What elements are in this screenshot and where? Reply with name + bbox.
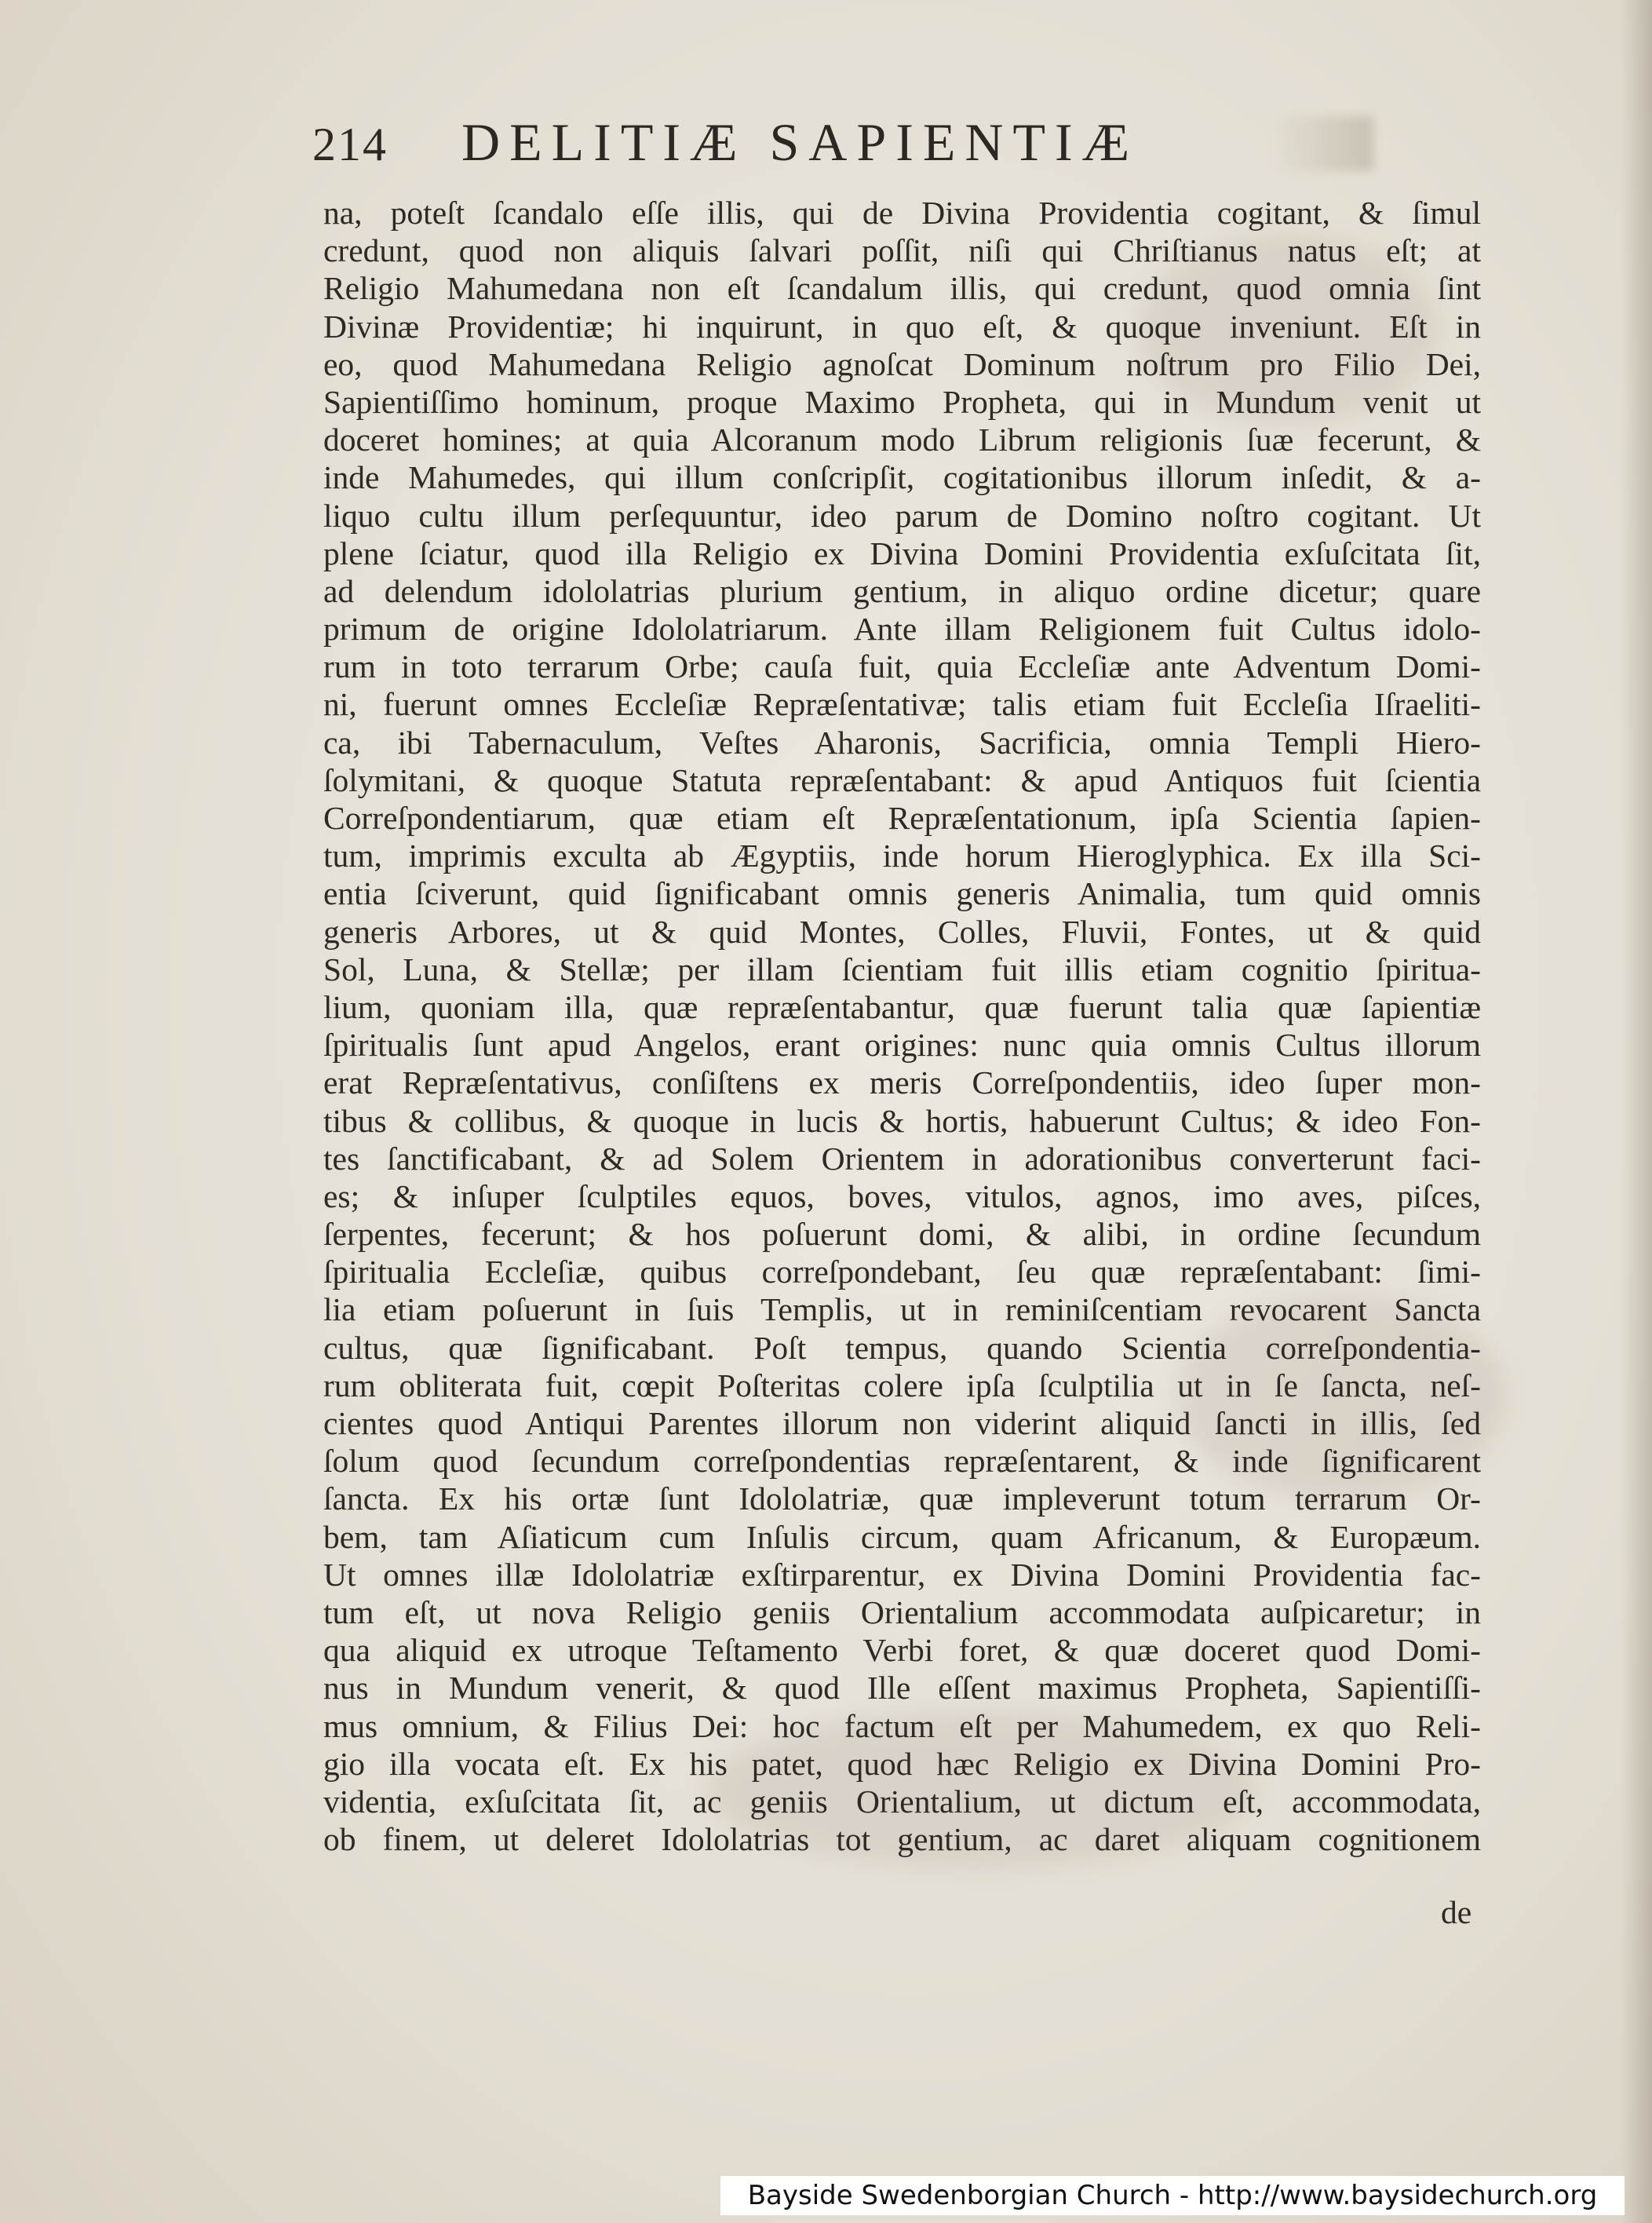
text-line: tes ſanctificabant, & ad Solem Orientem in adorationibus converterunt faci- (323, 1140, 1481, 1177)
footer-credit: Bayside Swedenborgian Church - http://www.baysidechurch.org (720, 2176, 1625, 2215)
text-line: rum obliterata fuit, cœpit Poſteritas colere ipſa ſculptilia ut in ſe ſancta, neſ- (323, 1367, 1481, 1404)
text-line: bem, tam Aſiaticum cum Inſulis circum, quam Africanum, & Europæum. (323, 1518, 1481, 1555)
text-line: entia ſciverunt, quid ſignificabant omnis generis Animalia, tum quid omnis (323, 875, 1481, 912)
text-line: lium, quoniam illa, quæ repræſentabantur, quæ fuerunt talia quæ ſapientiæ (323, 988, 1481, 1025)
text-line: ſancta. Ex his ortæ ſunt Idololatriæ, quæ impleverunt totum terrarum Or- (323, 1480, 1481, 1517)
running-head-bleed (1271, 116, 1373, 171)
text-line: qua aliquid ex utroque Teſtamento Verbi foret, & quæ doceret quod Domi- (323, 1632, 1481, 1669)
text-line: na, poteſt ſcandalo eſſe illis, qui de Divina Providentia cogitant, & ſimul (323, 195, 1481, 231)
page-edge-shadow (1621, 0, 1652, 2223)
text-line: ſolymitani, & quoque Statuta repræſentabant: & apud Antiquos fuit ſcientia (323, 761, 1481, 798)
text-line: Sol, Luna, & Stellæ; per illam ſcientiam fuit illis etiam cognitio ſpiritua- (323, 951, 1481, 987)
running-head: DELITIÆ SAPIENTIÆ (461, 112, 1140, 172)
text-line: cultus, quæ ſignificabant. Poſt tempus, quando Scientia correſpondentia- (323, 1329, 1481, 1366)
text-line: tum eſt, ut nova Religio geniis Orientalium accommodata auſpicaretur; in (323, 1593, 1481, 1630)
text-line: eo, quod Mahumedana Religio agnoſcat Dominum noſtrum pro Filio Dei, (323, 345, 1481, 382)
text-line: lia etiam poſuerunt in ſuis Templis, ut in reminiſcentiam revocarent Sancta (323, 1291, 1481, 1328)
text-line: Correſpondentiarum, quæ etiam eſt Repræſentationum, ipſa Scientia ſapien- (323, 800, 1481, 836)
text-line: Ut omnes illæ Idololatriæ exſtirparentur, ex Divina Domini Providentia fac- (323, 1556, 1481, 1593)
text-line: ſpiritualia Eccleſiæ, quibus correſpondebant, ſeu quæ repræſentabant: ſimi- (323, 1254, 1481, 1290)
text-line: Divinæ Providentiæ; hi inquirunt, in quo eſt, & quoque inveniunt. Eſt in (323, 308, 1481, 345)
page-number: 214 (312, 119, 388, 170)
text-line: gio illa vocata eſt. Ex his patet, quod hæc Religio ex Divina Domini Pro- (323, 1745, 1481, 1782)
text-line: videntia, exſuſcitata ſit, ac geniis Orientalium, ut dictum eſt, accommodata, (323, 1783, 1481, 1820)
text-line: inde Mahumedes, qui illum conſcripſit, cogitationibus illorum inſedit, & a- (323, 459, 1481, 496)
text-line: Sapientiſſimo hominum, proque Maximo Propheta, qui in Mundum venit ut (323, 383, 1481, 420)
text-line: Religio Mahumedana non eſt ſcandalum illis, qui credunt, quod omnia ſint (323, 270, 1481, 307)
text-line: rum in toto terrarum Orbe; cauſa fuit, quia Eccleſiæ ante Adventum Domi- (323, 648, 1481, 685)
text-line: ſpiritualis ſunt apud Angelos, erant origines: nunc quia omnis Cultus illorum (323, 1027, 1481, 1064)
text-line: ad delendum idololatrias plurium gentium, in aliquo ordine dicetur; quare (323, 572, 1481, 609)
text-line: generis Arbores, ut & quid Montes, Colles, Fluvii, Fontes, ut & quid (323, 913, 1481, 950)
text-line: liquo cultu illum perſequuntur, ideo parum de Domino noſtro cogitant. Ut (323, 497, 1481, 534)
text-line: primum de origine Idololatriarum. Ante illam Religionem fuit Cultus idolo- (323, 611, 1481, 648)
text-line: cientes quod Antiqui Parentes illorum non viderint aliquid ſancti in illis, ſed (323, 1405, 1481, 1441)
text-line: tum, imprimis exculta ab Ægyptiis, inde horum Hieroglyphica. Ex illa Sci- (323, 838, 1481, 874)
text-line: ſolum quod ſecundum correſpondentias repræſentarent, & inde ſignificarent (323, 1443, 1481, 1480)
text-line: ca, ibi Tabernaculum, Veſtes Aharonis, Sacrificia, omnia Templi Hiero- (323, 724, 1481, 761)
text-line: ob finem, ut deleret Idololatrias tot gentium, ac daret aliquam cognitionem (323, 1821, 1481, 1858)
text-line: es; & inſuper ſculptiles equos, boves, vitulos, agnos, imo aves, piſces, (323, 1177, 1481, 1214)
text-line: plene ſciatur, quod illa Religio ex Divina Domini Providentia exſuſcitata ſit, (323, 535, 1481, 571)
text-line: nus in Mundum venerit, & quod Ille eſſent maximus Propheta, Sapientiſſi- (323, 1670, 1481, 1706)
catchword: de (1441, 1894, 1472, 1930)
text-line: tibus & collibus, & quoque in lucis & hortis, habuerunt Cultus; & ideo Fon- (323, 1102, 1481, 1139)
text-line: ni, fuerunt omnes Eccleſiæ Repræſentativæ; talis etiam fuit Eccleſia Iſraeliti- (323, 686, 1481, 723)
text-line: mus omnium, & Filius Dei: hoc factum eſt per Mahumedem, ex quo Reli- (323, 1707, 1481, 1744)
body-text (323, 194, 1481, 1858)
text-line: credunt, quod non aliquis ſalvari poſſit, niſi qui Chriſtianus natus eſt; at (323, 232, 1481, 269)
text-line: ſerpentes, fecerunt; & hos poſuerunt domi, & alibi, in ordine ſecundum (323, 1216, 1481, 1253)
text-line: doceret homines; at quia Alcoranum modo Librum religionis ſuæ fecerunt, & (323, 422, 1481, 458)
text-line: erat Repræſentativus, conſiſtens ex meris Correſpondentiis, ideo ſuper mon- (323, 1064, 1481, 1101)
